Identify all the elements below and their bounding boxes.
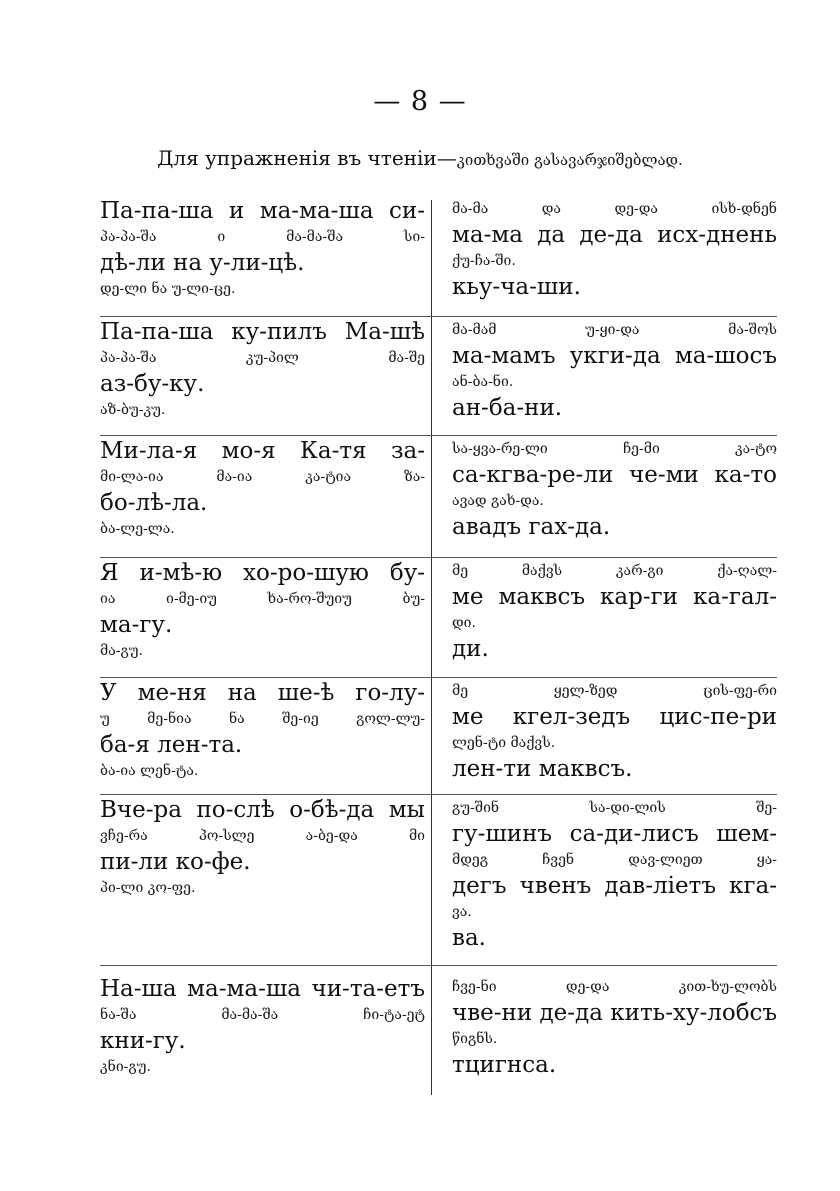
russian-line: чве-ни де-да кить-ху-лобсъ [452,1000,777,1026]
row-divider [100,965,777,966]
georgian-text-column [452,197,777,301]
russian-line: Вче-ра по-слѣ о-бѣ-да мы [100,797,425,823]
heading-georgian: კითხვაში გასავარჯიშებლად. [456,151,683,169]
russian-line: Ми-ла-я мо-я Ка-тя за- [100,438,425,464]
russian-line: авадъ гах-да. [452,514,611,540]
russian-text-column [100,197,425,301]
russian-line: Па-па-ша и ма-ма-ша си- [100,198,425,224]
georgian-line: სა-ყვა-რე-ლი ჩე-მი კა-ტო [452,441,777,457]
georgian-text-column [452,318,777,422]
exercise-heading [0,146,840,172]
georgian-line: პა-პა-შა კუ-პილ მა-შე [100,350,425,366]
russian-text-column [100,318,425,422]
georgian-line: მე ყელ-ზედ ცის-ფე-რი [452,683,777,699]
russian-line: тцигнса. [452,1052,557,1078]
georgian-line: ლენ-ტი მაქვს. [452,735,556,751]
georgian-line: ან-ბა-ნი. [452,374,514,390]
russian-line: пи-ли ко-фе. [100,849,251,875]
georgian-text-column [452,796,777,952]
georgian-line: ბა-ია ლენ-ტა. [100,763,199,779]
russian-line: ма-гу. [100,612,173,638]
georgian-line: ავად გახ-და. [452,493,544,509]
russian-line: ва. [452,925,486,951]
russian-line: ме маквсъ кар-ги ка-гал- [452,584,777,610]
russian-line: На-ша ма-ма-ша чи-та-етъ [100,976,425,1002]
georgian-line: მა-მა და დე-და ისხ-დნენ [452,201,777,217]
georgian-line: ბა-ლე-ლა. [100,521,175,537]
russian-line: дегъ чвенъ дав-ліетъ кга- [452,873,777,899]
row-divider [100,557,777,558]
russian-line: ма-ма да де-да исх-днень [452,222,777,248]
georgian-line: მა-მამ უ-ყი-და მა-შოს [452,322,777,338]
russian-line: са-кгва-ре-ли че-ми ка-то [452,462,777,488]
page-number: — 8 — [373,86,467,117]
georgian-text-column [452,679,777,783]
row-divider [100,794,777,795]
russian-line: Па-па-ша ку-пилъ Ма-шѣ [100,319,425,345]
georgian-line: ნა-შა მა-მა-შა ჩი-ტა-ეტ [100,1007,425,1023]
russian-line: лен-ти маквсъ. [452,756,633,782]
russian-text-column [100,437,425,541]
russian-line: ан-ба-ни. [452,395,563,421]
georgian-line: ია ი-მე-იუ ხა-რო-შუიუ ბუ- [100,591,425,607]
heading-russian: Для упражненія въ чтеніи— [157,146,457,170]
russian-line: гу-шинъ са-ди-лисъ шем- [452,821,777,847]
georgian-line: პი-ლი კო-ფე. [100,880,196,896]
georgian-line: წიგნს. [452,1031,498,1047]
row-divider [100,435,777,436]
georgian-line: კნი-გუ. [100,1059,151,1075]
georgian-line: დე-ლი ნა უ-ლი-ცე. [100,281,236,297]
row-divider [100,316,777,317]
russian-text-column [100,559,425,663]
russian-line: Я и-мѣ-ю хо-ро-шую бу- [100,560,425,586]
russian-line: бо-лѣ-ла. [100,490,208,516]
georgian-line: ვჩე-რა პო-სლე ა-ბე-და მი [100,828,425,844]
russian-line: аз-бу-ку. [100,371,205,397]
column-divider [431,200,432,1095]
georgian-line: დი. [452,615,476,631]
russian-line: дѣ-ли на у-ли-цѣ. [100,250,305,276]
georgian-line: მე მაქვს კარ-გი ქა-ღალ- [452,563,777,579]
georgian-line: გუ-შინ სა-დი-ლის შე- [452,800,777,816]
russian-line: У ме-ня на ше-ѣ го-лу- [100,680,425,706]
georgian-text-column [452,437,777,541]
georgian-line: მი-ლა-ია მა-ია კა-ტია ზა- [100,469,425,485]
georgian-text-column [452,975,777,1079]
georgian-line: უ მე-ნია ნა შე-იე გოლ-ლუ- [100,711,425,727]
georgian-line: აზ-ბუ-კუ. [100,402,166,418]
russian-line: кьу-ча-ши. [452,274,581,300]
russian-line: ди. [452,636,489,662]
georgian-text-column [452,559,777,663]
russian-line: ме кгел-зедъ цис-пе-ри [452,704,777,730]
georgian-line: მდეგ ჩვენ დავ-ლიეთ ყა- [452,852,777,868]
russian-line: ма-мамъ укги-да ма-шосъ [452,343,777,369]
georgian-line: ჩვე-ნი დე-და კით-ხუ-ლობს [452,979,777,995]
georgian-line: პა-პა-შა ი მა-მა-შა სი- [100,229,425,245]
russian-text-column [100,796,425,900]
row-divider [100,677,777,678]
georgian-line: ვა. [452,904,472,920]
georgian-line: ქუ-ჩა-ში. [452,253,516,269]
georgian-line: მა-გუ. [100,643,143,659]
russian-text-column [100,679,425,783]
russian-text-column [100,975,425,1079]
russian-line: кни-гу. [100,1028,186,1054]
russian-line: ба-я лен-та. [100,732,243,758]
